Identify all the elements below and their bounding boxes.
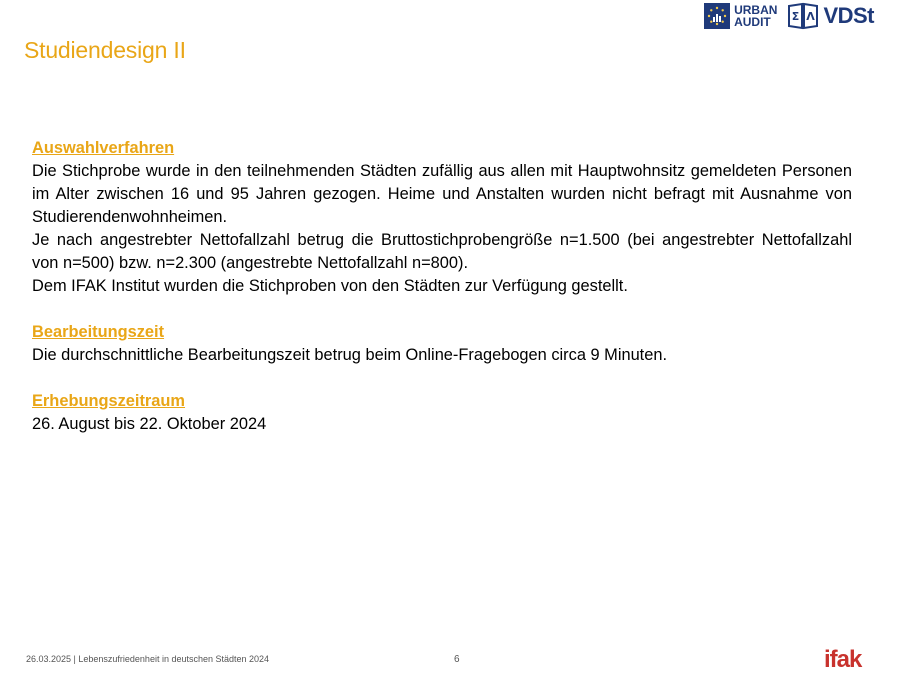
section-bearbeitungszeit (32, 321, 852, 367)
footer-date-label: 26.03.2025 | Lebenszufriedenheit in deutschen Städten 2024 (26, 654, 270, 664)
section-heading-erhebungszeitraum: Erhebungszeitraum (32, 392, 186, 410)
urban-audit-wordmark (734, 4, 777, 28)
svg-text:Σ: Σ (792, 10, 800, 23)
section-auswahlverfahren (32, 137, 852, 298)
auswahl-paragraph-2: Je nach angestrebter Nettofallzahl betrug die Bruttostichprobengröße n=1.500 (bei angestrebter Nettofallzahl von n=500) bzw. n=2.300 (angestrebte Nettofallzahl n=800). (32, 231, 852, 272)
auswahl-paragraph-3: Dem IFAK Institut wurden die Stichproben von den Städten zur Verfügung gestellt. (32, 277, 628, 295)
bearbeitung-paragraph: Die durchschnittliche Bearbeitungszeit betrug beim Online-Fragebogen circa 9 Minuten. (32, 346, 668, 364)
urban-audit-line2: AUDIT (734, 15, 771, 29)
vdst-wordmark: VDSt (823, 3, 874, 28)
auswahl-paragraph-1: Die Stichprobe wurde in den teilnehmenden Städten zufällig aus allen mit Hauptwohnsitz gemeldeten Personen im Alter zwischen 16 und 95 Jahren gezogen. Heime und Anstalten wurden nicht befragt mit Ausnahme von Studierendenwohnheimen. (32, 162, 852, 226)
section-heading-bearbeitungszeit: Bearbeitungszeit (32, 323, 165, 341)
urban-audit-icon (704, 3, 730, 29)
erhebung-paragraph: 26. August bis 22. Oktober 2024 (32, 415, 267, 433)
svg-text:Λ: Λ (806, 10, 816, 23)
vdst-book-icon (787, 2, 819, 30)
vdst-logo (787, 2, 874, 30)
header-logos (704, 2, 874, 30)
section-erhebungszeitraum (32, 390, 852, 436)
page-number: 6 (454, 654, 460, 665)
ifak-logo: ifak (824, 646, 862, 673)
slide-content (32, 137, 852, 436)
page-title: Studiendesign II (24, 37, 186, 63)
urban-audit-logo (704, 3, 777, 29)
section-heading-auswahlverfahren: Auswahlverfahren (32, 139, 175, 157)
urban-audit-line1: URBAN (734, 3, 778, 17)
